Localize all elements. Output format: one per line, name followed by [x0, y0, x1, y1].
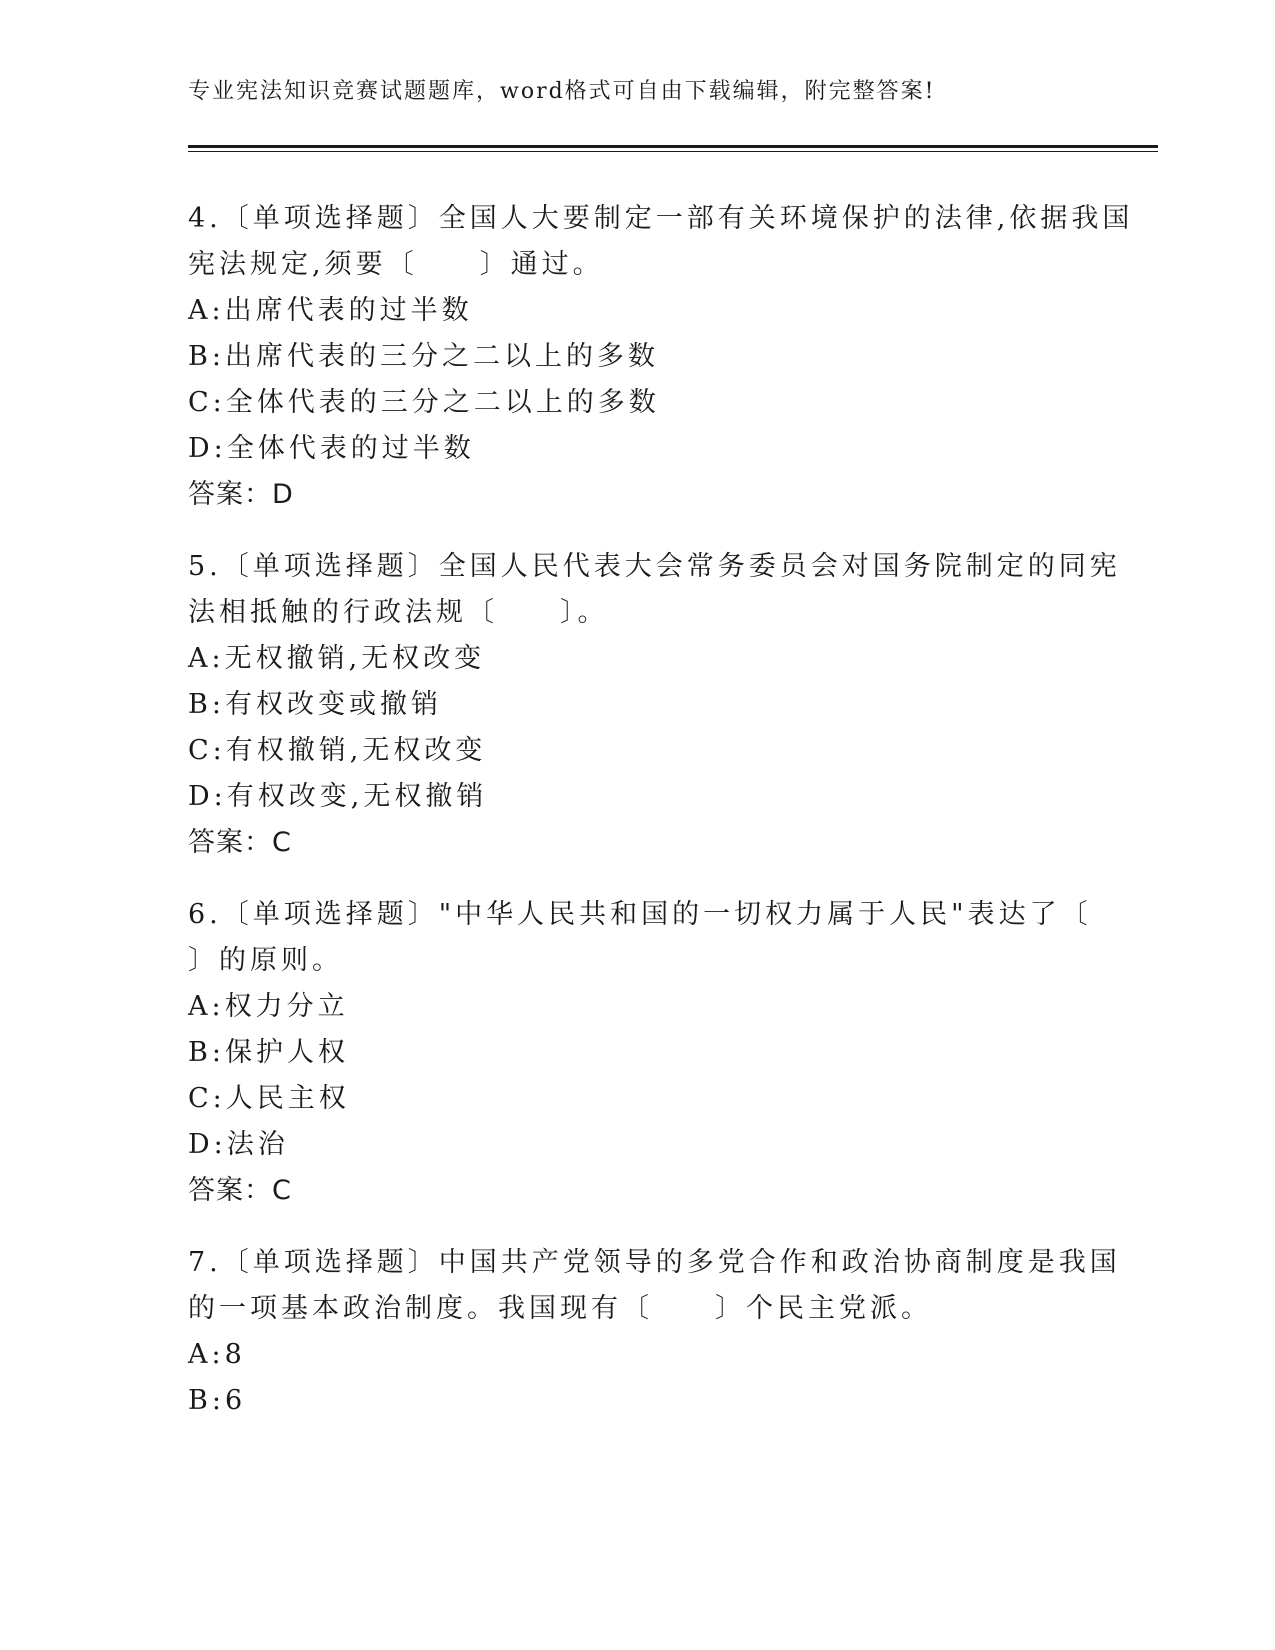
- option-a: A:权力分立: [188, 991, 349, 1022]
- option-c: C:有权撤销,无权改变: [188, 735, 487, 766]
- option-b: B:出席代表的三分之二以上的多数: [188, 341, 659, 372]
- question-text-line: 5.〔单项选择题〕全国人民代表大会常务委员会对国务院制定的同宪: [188, 551, 1121, 582]
- option-c: C:全体代表的三分之二以上的多数: [188, 387, 660, 418]
- option-b: B:有权改变或撤销: [188, 689, 442, 720]
- option-d: D:有权改变,无权撤销: [188, 781, 488, 812]
- question-7: [188, 1240, 1121, 1424]
- option-b: B:保护人权: [188, 1037, 349, 1068]
- answer-value: D: [272, 479, 294, 510]
- question-text-line: 的一项基本政治制度。我国现有〔 〕个民主党派。: [188, 1293, 932, 1324]
- answer-value: C: [272, 1175, 292, 1206]
- answer-line: [188, 472, 1088, 518]
- question-6: [188, 892, 1092, 1214]
- option-d: D:法治: [188, 1129, 289, 1160]
- option-a: A:无权撤销,无权改变: [188, 643, 486, 674]
- answer-label: 答案：: [188, 479, 272, 510]
- option-c: C:人民主权: [188, 1083, 350, 1114]
- question-text-line: 〕的原则。: [188, 945, 343, 976]
- question-text-line: 宪法规定,须要〔 〕通过。: [188, 249, 604, 280]
- question-5: [188, 544, 1121, 866]
- question-4: [188, 196, 1134, 518]
- page-header: 专业宪法知识竞赛试题题库，word格式可自由下载编辑，附完整答案!: [188, 79, 936, 104]
- option-a: A:8: [188, 1339, 246, 1370]
- header-rule-thick: [188, 145, 1158, 148]
- question-text-line: 6.〔单项选择题〕"中华人民共和国的一切权力属于人民"表达了〔: [188, 899, 1092, 930]
- option-a: A:出席代表的过半数: [188, 295, 473, 326]
- answer-line: [188, 1168, 1088, 1214]
- option-b: B:6: [188, 1385, 247, 1416]
- question-text-line: 4.〔单项选择题〕全国人大要制定一部有关环境保护的法律,依据我国: [188, 203, 1134, 234]
- answer-value: C: [272, 827, 292, 858]
- header-rule-thin: [188, 151, 1158, 152]
- answer-label: 答案：: [188, 827, 272, 858]
- answer-line: [188, 820, 1088, 866]
- question-text-line: 法相抵触的行政法规〔 〕。: [188, 597, 609, 628]
- question-text-line: 7.〔单项选择题〕中国共产党领导的多党合作和政治协商制度是我国: [188, 1247, 1121, 1278]
- answer-label: 答案：: [188, 1175, 272, 1206]
- option-d: D:全体代表的过半数: [188, 433, 475, 464]
